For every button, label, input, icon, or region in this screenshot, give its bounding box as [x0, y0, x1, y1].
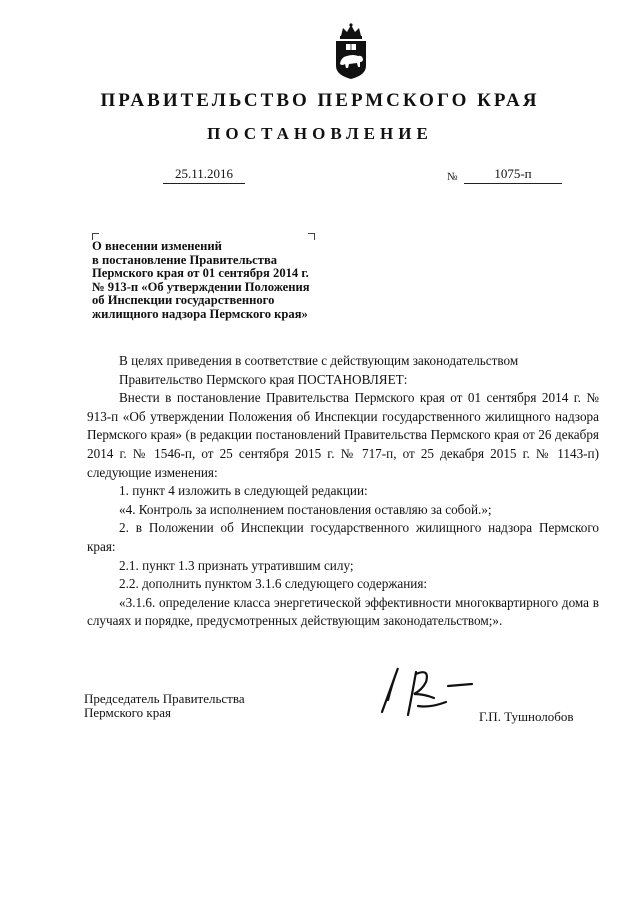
- subject-line: № 913-п «Об утверждении Положения: [92, 279, 310, 294]
- body-paragraph: «4. Контроль за исполнением постановления оставляю за собой.»;: [119, 501, 492, 517]
- signatory-position: [84, 692, 245, 720]
- preamble-line: В целях приведения в соответствие с действующим законодательством: [119, 353, 519, 368]
- document-body: [87, 352, 599, 631]
- subject-line: об Инспекции государственного: [92, 293, 275, 308]
- organization-title: ПРАВИТЕЛЬСТВО ПЕРМСКОГО КРАЯ: [100, 90, 540, 111]
- position-line: Пермского края: [84, 705, 171, 720]
- document-type-title: ПОСТАНОВЛЕНИЕ: [207, 124, 433, 143]
- body-paragraph: 1. пункт 4 изложить в следующей редакции:: [119, 483, 368, 499]
- document-number: 1075-п: [464, 166, 562, 184]
- subject-line: Пермского края от 01 сентября 2014 г.: [92, 266, 309, 281]
- body-paragraph: 2. в Положении об Инспекции государственного жилищного надзора Пермского края:: [87, 520, 599, 554]
- preamble-line: Правительство Пермского края ПОСТАНОВЛЯЕТ:: [119, 371, 408, 387]
- subject-bracket-right: [308, 233, 315, 240]
- handwritten-signature-icon: [368, 660, 478, 718]
- subject-line: в постановление Правительства: [92, 252, 278, 267]
- coat-of-arms-icon: [329, 22, 373, 80]
- body-paragraph: «3.1.6. определение класса энергетической эффективности многоквартирного дома в случаях и порядке, предусмотренных действующим законодательством;».: [87, 594, 599, 629]
- number-sign: №: [447, 171, 458, 183]
- document-date: 25.11.2016: [163, 166, 245, 184]
- document-subject: [92, 240, 364, 322]
- body-paragraph: 2.2. дополнить пунктом 3.1.6 следующего содержания:: [119, 576, 428, 592]
- subject-line: жилищного надзора Пермского края»: [92, 306, 308, 321]
- position-line: Председатель Правительства: [84, 691, 245, 706]
- signatory-name: Г.П. Тушнолобов: [479, 709, 574, 724]
- body-paragraph: 2.1. пункт 1.3 признать утратившим силу;: [119, 557, 354, 573]
- body-paragraph: Внести в постановление Правительства Пермского края от 01 сентября 2014 г. № 913-п «Об утверждении Положения об Инспекции государственного жилищного надзора Пермского края» (в редакции постановлений Правительства Пермского края от 26 декабря 2014 г. № 1546-п, от 25 сентября 2015 г. № 717-п, от 25 декабря 2015 г. № 1143-п) следующие изменения:: [87, 390, 599, 480]
- subject-line: О внесении изменений: [92, 239, 222, 253]
